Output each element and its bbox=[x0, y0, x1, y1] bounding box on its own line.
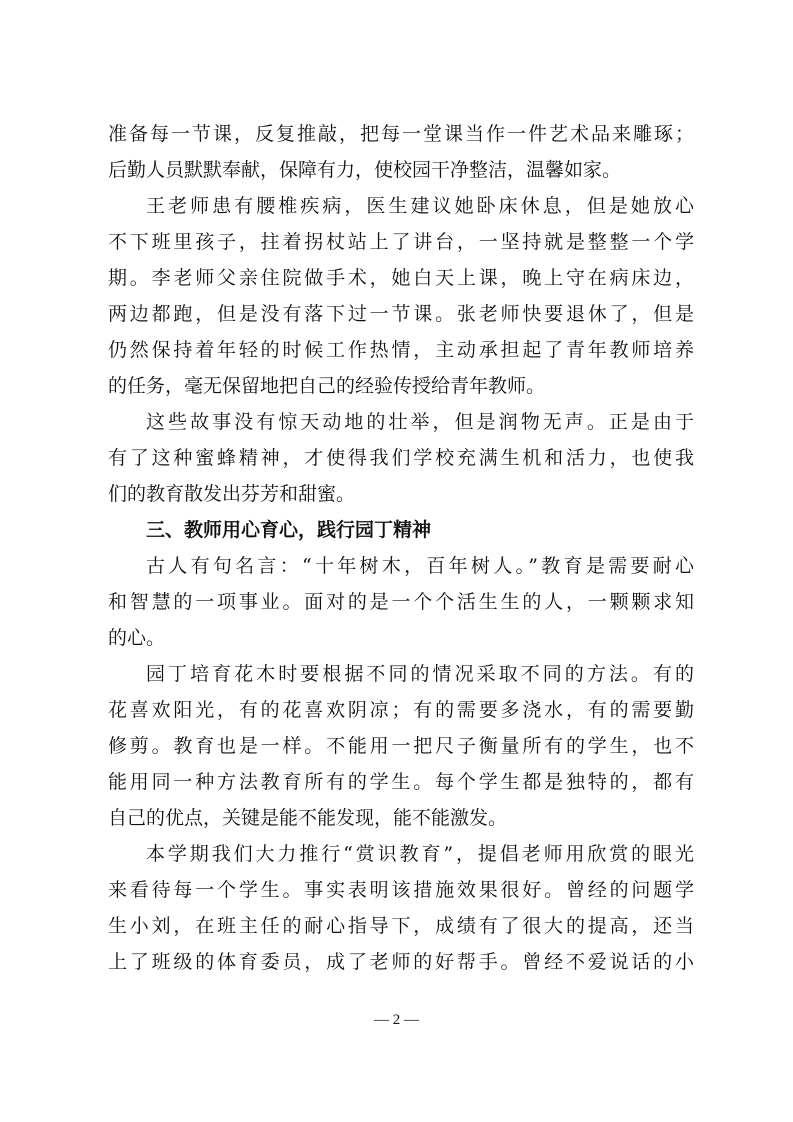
text-line: 修剪。教育也是一样。不能用一把尺子衡量所有的学生，也不 bbox=[108, 735, 694, 757]
text-line: 上了班级的体育委员，成了老师的好帮手。曾经不爱说话的小 bbox=[108, 951, 694, 973]
text-line: 古人有句名言：“十年树木，百年树人。”教育是需要耐心 bbox=[146, 555, 694, 577]
text-line: 这些故事没有惊天动地的壮举，但是润物无声。正是由于 bbox=[146, 411, 694, 433]
page-number: — 2 — bbox=[374, 1012, 419, 1028]
text-line: 准备每一节课，反复推敲，把每一堂课当作一件艺术品来雕琢； bbox=[108, 123, 694, 145]
text-line: 能用同一种方法教育所有的学生。每个学生都是独特的，都有 bbox=[108, 771, 694, 793]
text-line: 仍然保持着年轻的时候工作热情，主动承担起了青年教师培养 bbox=[108, 339, 694, 361]
text-line: 生小刘，在班主任的耐心指导下，成绩有了很大的提高，还当 bbox=[108, 915, 694, 937]
text-line: 有了这种蜜蜂精神，才使得我们学校充满生机和活力，也使我 bbox=[108, 447, 694, 469]
text-line: 自己的优点，关键是能不能发现，能不能激发。 bbox=[108, 807, 508, 829]
text-line: 本学期我们大力推行“赏识教育”，提倡老师用欣赏的眼光 bbox=[146, 843, 694, 865]
text-line: 花喜欢阳光，有的花喜欢阴凉；有的需要多浇水，有的需要勤 bbox=[108, 699, 694, 721]
text-line: 期。李老师父亲住院做手术，她白天上课，晚上守在病床边， bbox=[108, 267, 694, 289]
document-body bbox=[108, 116, 694, 980]
text-line: 两边都跑，但是没有落下过一节课。张老师快要退休了，但是 bbox=[108, 303, 694, 325]
text-line: 不下班里孩子，拄着拐杖站上了讲台，一坚持就是整整一个学 bbox=[108, 231, 694, 253]
section-heading: 三、教师用心育心，践行园丁精神 bbox=[146, 519, 432, 541]
text-line: 后勤人员默默奉献，保障有力，使校园干净整洁，温馨如家。 bbox=[108, 159, 622, 181]
text-line: 和智慧的一项事业。面对的是一个个活生生的人，一颗颗求知 bbox=[108, 591, 694, 613]
text-line: 的任务，毫无保留地把自己的经验传授给青年教师。 bbox=[108, 375, 546, 397]
text-line: 们的教育散发出芬芳和甜蜜。 bbox=[108, 483, 356, 505]
text-line: 王老师患有腰椎疾病，医生建议她卧床休息，但是她放心 bbox=[146, 195, 694, 217]
text-line: 园丁培育花木时要根据不同的情况采取不同的方法。有的 bbox=[146, 663, 694, 685]
text-line: 来看待每一个学生。事实表明该措施效果很好。曾经的问题学 bbox=[108, 879, 694, 901]
text-line: 的心。 bbox=[108, 627, 166, 649]
